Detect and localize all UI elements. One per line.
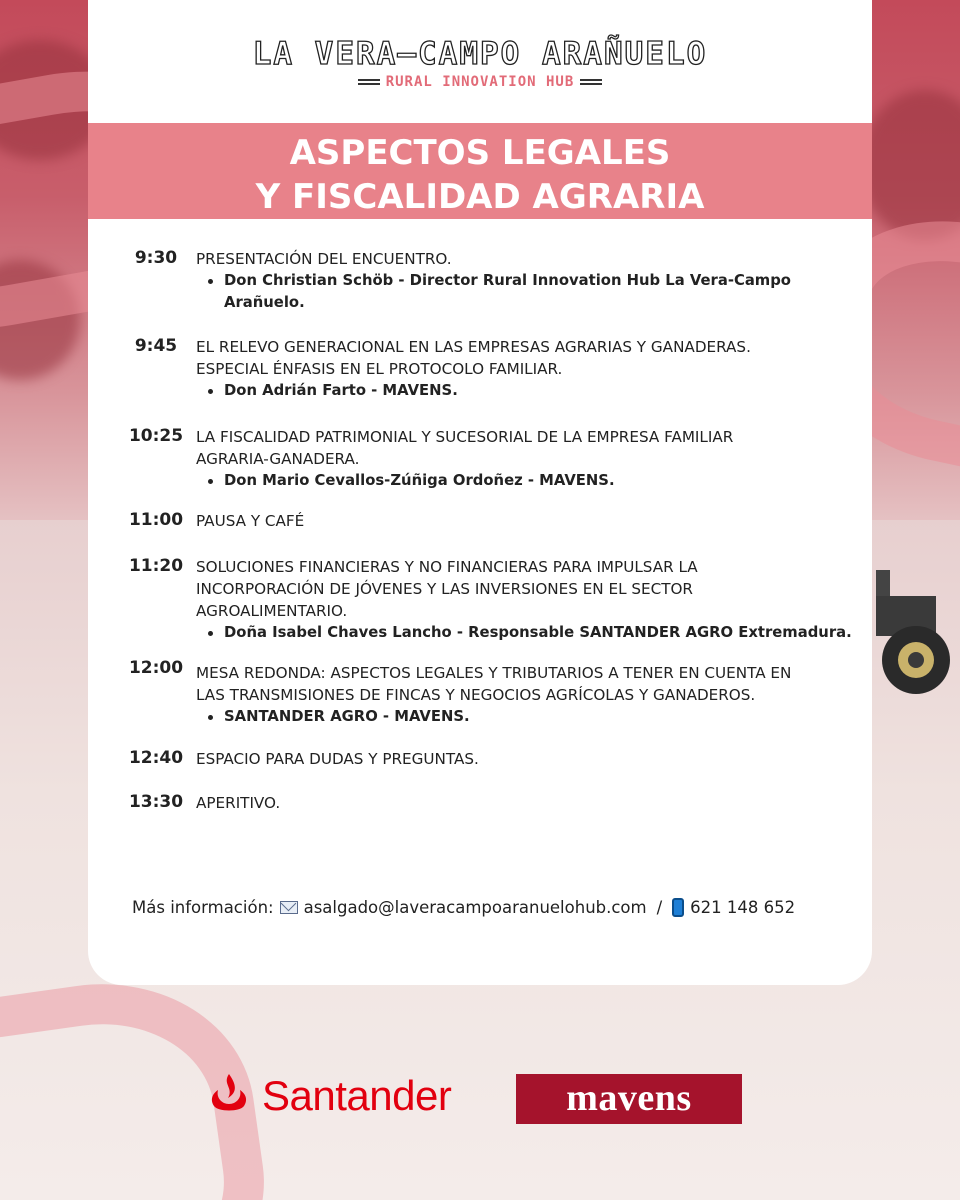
contact-phone[interactable]: 621 148 652 [690, 898, 796, 917]
contact-email[interactable]: asalgado@laveracampoaranuelohub.com [303, 898, 647, 917]
logo-divider [580, 79, 602, 85]
event-title-line-1: ASPECTOS LEGALES [289, 133, 671, 173]
agenda-title-line: ESPECIAL ÉNFASIS EN EL PROTOCOLO FAMILIAR. [196, 360, 563, 378]
agenda-time: 12:00 [128, 658, 184, 678]
contact-info [132, 898, 795, 917]
mavens-logo: mavens [516, 1074, 742, 1124]
agenda-title-line: PAUSA Y CAFÉ [196, 512, 305, 530]
logo-title: LA VERA–CAMPO ARAÑUELO [252, 36, 708, 72]
agenda-time: 10:25 [128, 426, 184, 446]
agenda-title-line: LAS TRANSMISIONES DE FINCAS Y NEGOCIOS AGRÍCOLAS Y GANADEROS. [196, 686, 756, 704]
agenda-speaker: Don Christian Schöb - Director Rural Innovation Hub La Vera-Campo Arañuelo. [196, 270, 804, 314]
agenda-speaker: Don Adrián Farto - MAVENS. [196, 380, 868, 402]
agenda-description [196, 426, 868, 492]
agenda-time: 11:20 [128, 556, 184, 576]
logo-subtitle-row [88, 74, 872, 90]
agenda-time: 12:40 [128, 748, 184, 768]
agenda-description [196, 748, 868, 770]
agenda-description [196, 792, 868, 814]
agenda-description [196, 336, 868, 402]
santander-name: Santander [262, 1072, 452, 1119]
agenda-time: 11:00 [128, 510, 184, 530]
mobile-phone-icon [672, 898, 684, 917]
santander-logo [204, 1072, 451, 1120]
agenda-time: 9:45 [134, 336, 178, 356]
tractor-icon [876, 560, 960, 710]
contact-label: Más información: [132, 898, 274, 917]
agenda-speaker: SANTANDER AGRO - MAVENS. [196, 706, 868, 728]
agenda-title-line: AGROALIMENTARIO. [196, 602, 348, 620]
agenda-speaker: Don Mario Cevallos-Zúñiga Ordoñez - MAVENS. [196, 470, 868, 492]
agenda-title-line: EL RELEVO GENERACIONAL EN LAS EMPRESAS AGRARIAS Y GANADERAS. [196, 338, 751, 356]
agenda-speaker: Doña Isabel Chaves Lancho - Responsable SANTANDER AGRO Extremadura. [196, 622, 868, 644]
agenda-title-line: INCORPORACIÓN DE JÓVENES Y LAS INVERSIONES EN EL SECTOR [196, 580, 693, 598]
agenda-description [196, 556, 868, 644]
agenda-time: 13:30 [128, 792, 184, 812]
logo-subtitle: RURAL INNOVATION HUB [385, 74, 575, 90]
agenda-title-line: SOLUCIONES FINANCIERAS Y NO FINANCIERAS PARA IMPULSAR LA [196, 558, 698, 576]
contact-separator: / [656, 898, 663, 917]
santander-flame-icon [204, 1072, 254, 1120]
agenda-card [88, 0, 872, 985]
agenda-title-line: APERITIVO. [196, 794, 281, 812]
agenda-title-line: PRESENTACIÓN DEL ENCUENTRO. [196, 250, 452, 268]
agenda-title-line: LA FISCALIDAD PATRIMONIAL Y SUCESORIAL DE LA EMPRESA FAMILIAR [196, 428, 734, 446]
hub-logo [88, 36, 872, 90]
agenda-title-line: MESA REDONDA: ASPECTOS LEGALES Y TRIBUTARIOS A TENER EN CUENTA EN [196, 664, 792, 682]
agenda-time: 9:30 [134, 248, 178, 268]
logo-divider [358, 79, 380, 85]
agenda-title-line: AGRARIA-GANADERA. [196, 450, 360, 468]
agenda-description [196, 510, 868, 532]
event-title-line-2: Y FISCALIDAD AGRARIA [255, 177, 705, 217]
event-title-banner [88, 123, 872, 219]
agenda-title-line: ESPACIO PARA DUDAS Y PREGUNTAS. [196, 750, 479, 768]
agenda-description [196, 248, 868, 314]
agenda-description [196, 662, 868, 728]
envelope-icon [280, 901, 298, 914]
